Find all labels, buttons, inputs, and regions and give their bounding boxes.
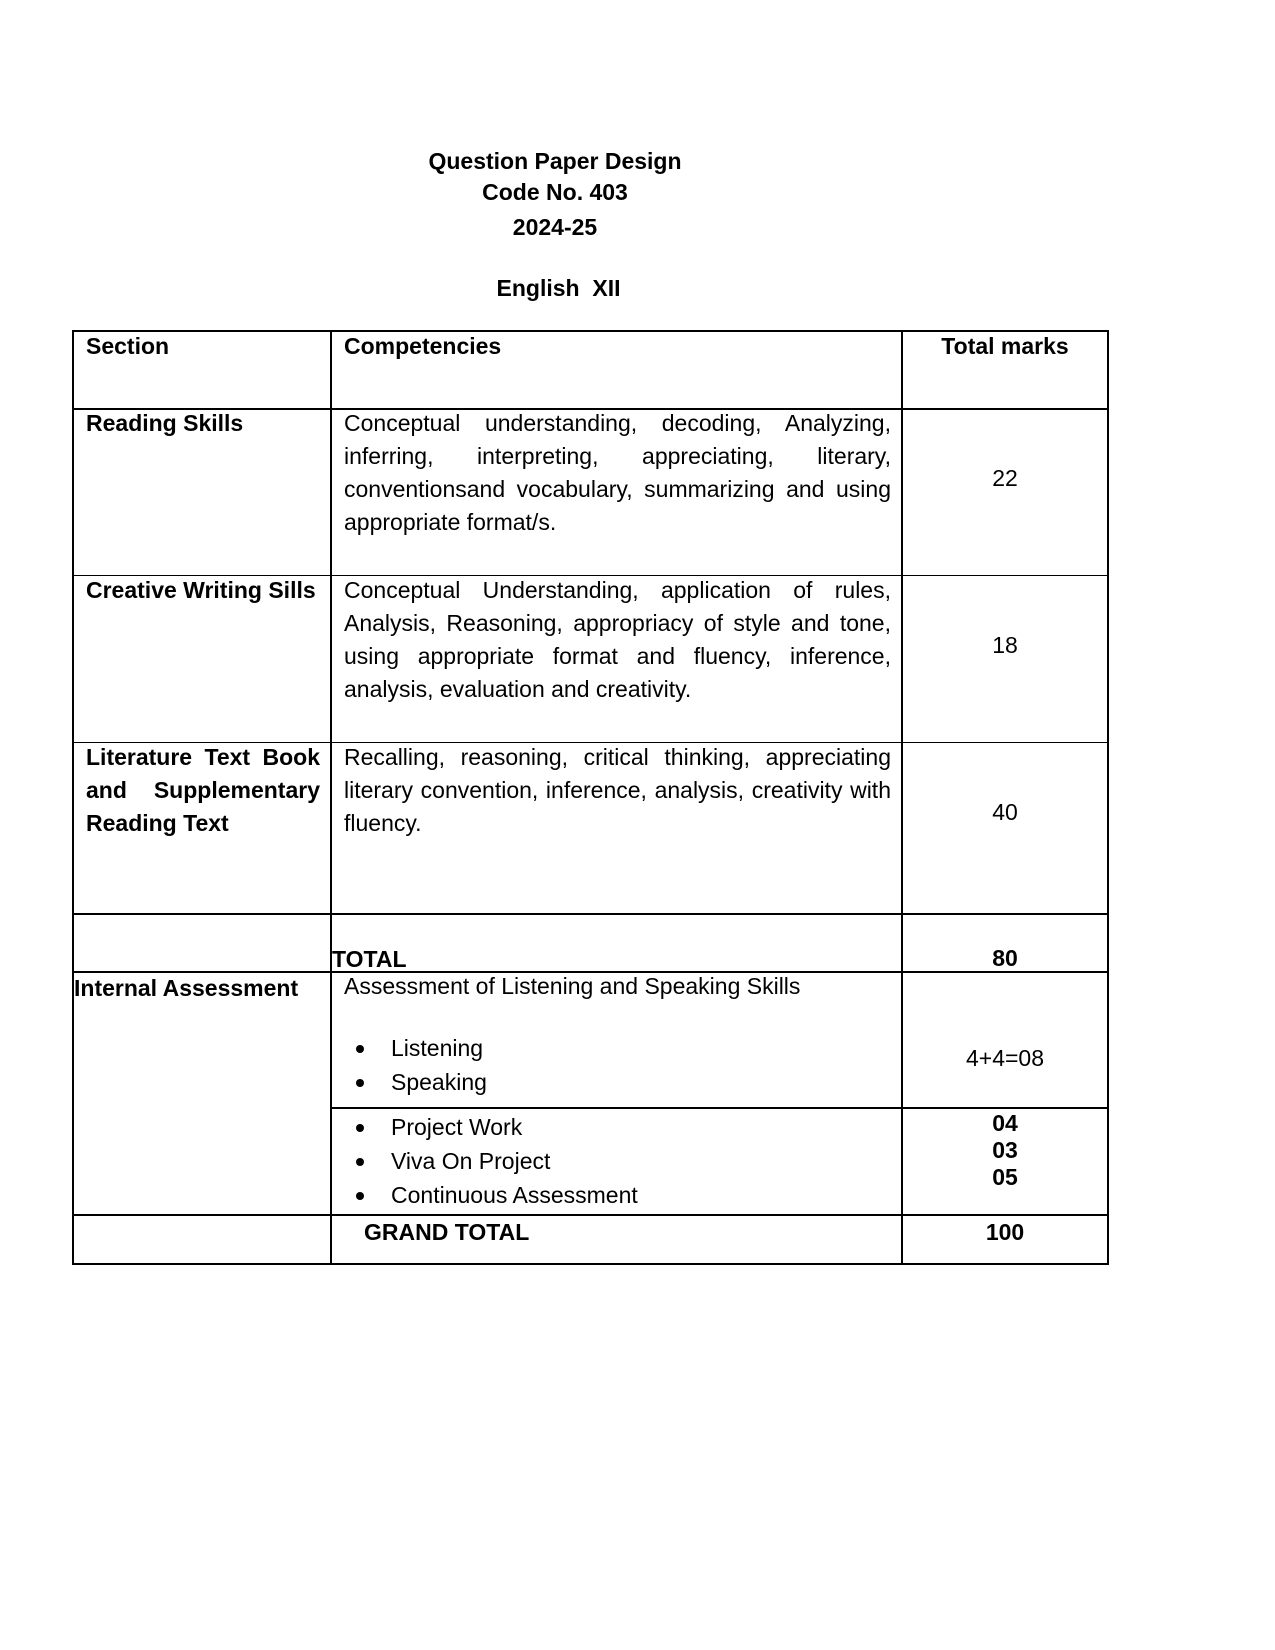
header-competencies: Competencies — [344, 333, 502, 359]
internal-assessment-description: Assessment of Listening and Speaking Skills — [344, 973, 801, 999]
viva-marks: 03 — [992, 1137, 1018, 1163]
marks-reading-skills: 22 — [992, 465, 1018, 491]
section-reading-skills: Reading Skills — [86, 410, 244, 436]
list-item: Speaking — [342, 1065, 882, 1099]
skills-marks: 4+4=08 — [965, 1045, 1045, 1071]
grand-total-marks: 100 — [985, 1219, 1025, 1245]
list-item: Viva On Project — [342, 1144, 882, 1178]
skills-list — [342, 1031, 882, 1099]
marks-creative-writing: 18 — [992, 632, 1018, 658]
total-marks: 80 — [992, 945, 1018, 971]
section-creative-writing: Creative Writing Sills — [86, 577, 316, 603]
academic-year: 2024-25 — [512, 214, 598, 240]
grand-total-label: GRAND TOTAL — [364, 1219, 530, 1245]
competencies-literature: Recalling, reasoning, critical thinking, appreciating literary convention, inference, analysis, creativity with fluency. — [344, 744, 891, 836]
activities-marks — [903, 1110, 1107, 1191]
subject-title: English XII — [496, 275, 621, 301]
competencies-reading-skills: Conceptual understanding, decoding, Analyzing, inferring, interpreting, appreciating, literary, conventionsand vocabulary, summarizing and using appropriate format/s. — [344, 410, 891, 535]
list-item: Continuous Assessment — [342, 1178, 882, 1212]
header-section: Section — [86, 333, 170, 359]
marks-literature: 40 — [992, 799, 1018, 825]
continuous-assessment-marks: 05 — [992, 1164, 1018, 1190]
project-work-marks: 04 — [992, 1110, 1018, 1136]
list-item: Project Work — [342, 1110, 882, 1144]
activities-list — [342, 1110, 882, 1212]
section-literature: Literature Text Book and Supplementary Reading Text — [86, 744, 320, 836]
header-total-marks: Total marks — [941, 333, 1069, 359]
competencies-creative-writing: Conceptual Understanding, application of rules, Analysis, Reasoning, appropriacy of style and tone, using appropriate format and fluency, inference, analysis, evaluation and creativity. — [344, 577, 891, 702]
total-label: TOTAL — [332, 946, 407, 972]
page-title: Question Paper Design — [428, 148, 682, 174]
section-internal-assessment: Internal Assessment — [74, 975, 299, 1001]
list-item: Listening — [342, 1031, 882, 1065]
code-number: Code No. 403 — [482, 179, 628, 205]
